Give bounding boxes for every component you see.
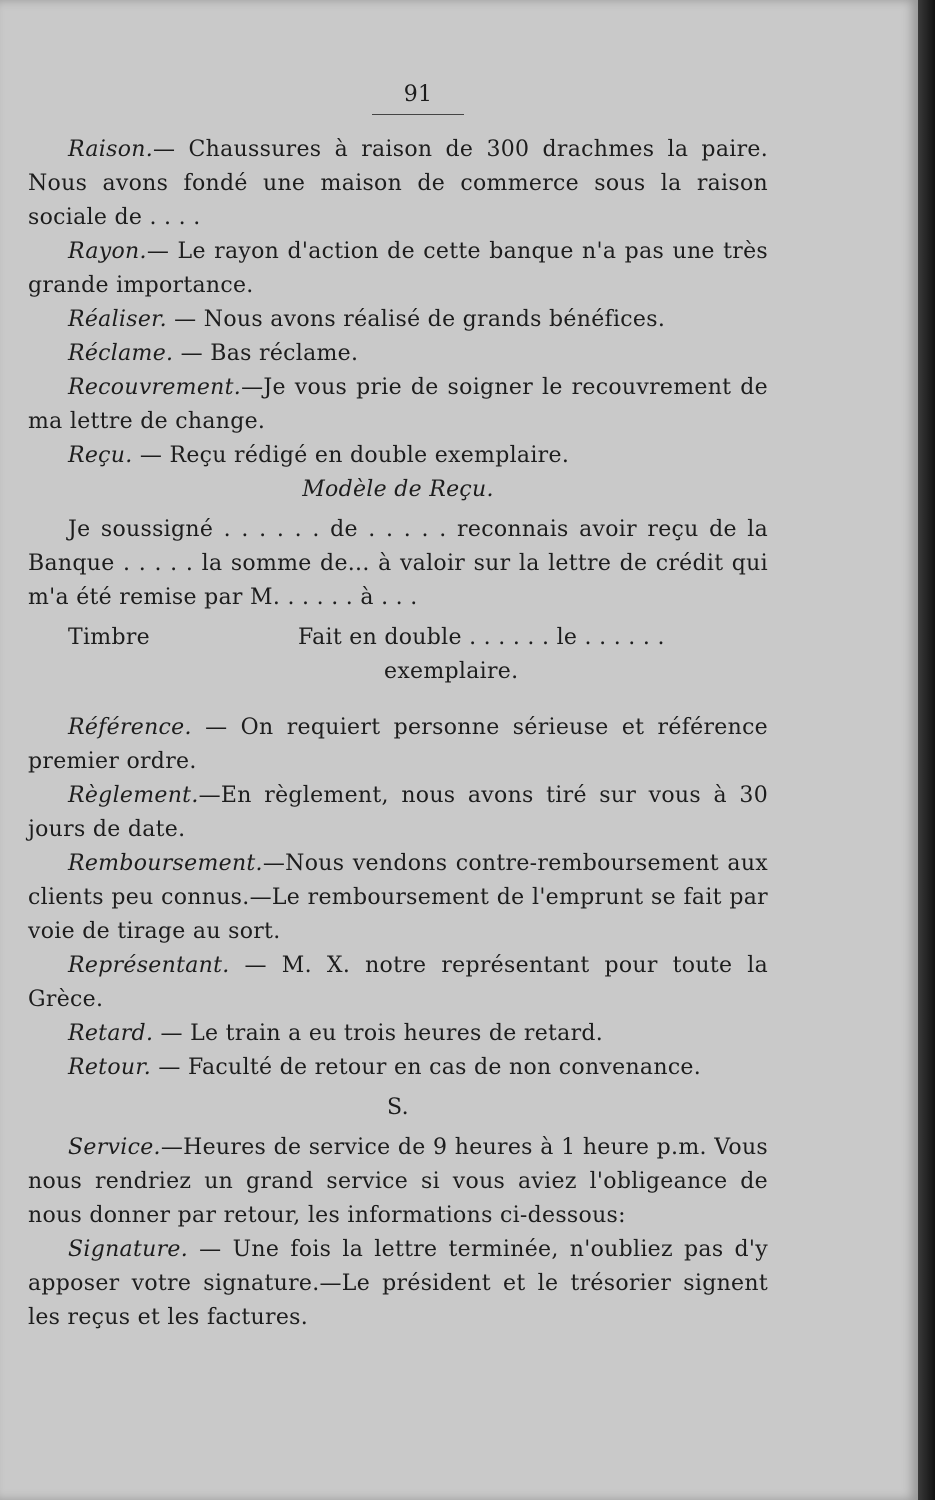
dictionary-entry — [28, 235, 768, 303]
entry-term: Réclame. — [68, 341, 174, 366]
page-number-rule — [372, 114, 464, 115]
entry-text: Heures de service de 9 heures à 1 heure p.m. Vous nous rendriez un grand service si vous aviez l'obligeance de nous donner par retour, les informations ci-dessous: — [28, 1135, 768, 1228]
dictionary-entry — [28, 949, 768, 1017]
entry-text: Bas réclame. — [210, 341, 359, 366]
dictionary-entries-r2 — [28, 711, 768, 1085]
entry-text: Chaussures à raison de 300 drachmes la paire. Nous avons fondé une maison de commerce sous la raison sociale de . . . . — [28, 137, 768, 230]
entry-separator: — — [146, 239, 178, 264]
entry-separator: — — [198, 783, 221, 808]
entry-term: Retard. — [68, 1021, 154, 1046]
entry-text: En règlement, nous avons tiré sur vous à 30 jours de date. — [28, 783, 768, 842]
dictionary-entries-s — [28, 1131, 768, 1335]
dictionary-entries-r1 — [28, 133, 768, 473]
entry-separator: — — [132, 443, 170, 468]
dictionary-entry — [28, 711, 768, 779]
entry-text: Le rayon d'action de cette banque n'a pas une très grande importance. — [28, 239, 768, 298]
dictionary-entry — [28, 1233, 768, 1335]
dictionary-entry — [28, 133, 768, 235]
timbre-label: Timbre — [68, 625, 150, 650]
entry-separator: — — [188, 1237, 233, 1262]
entry-text: Faculté de retour en cas de non convenance. — [187, 1055, 702, 1080]
entry-text: Une fois la lettre terminée, n'oubliez pas d'y apposer votre signature.—Le président et le trésorier signent les reçus et les factures. — [28, 1237, 769, 1330]
dictionary-entry — [28, 847, 768, 949]
model-receipt-body: Je soussigné . . . . . . de . . . . . reconnais avoir reçu de la Banque . . . . . la somme de... à valoir sur la lettre de crédit qui m'a été remise par M. . . . . . à . . . — [28, 517, 768, 610]
entry-term: Règlement. — [68, 783, 199, 808]
entry-separator: — — [173, 341, 211, 366]
entry-separator: — — [151, 1055, 188, 1080]
timbre-row — [28, 621, 768, 689]
entry-term: Remboursement. — [68, 851, 263, 876]
entry-separator: — — [262, 851, 286, 876]
entry-term: Reçu. — [68, 443, 133, 468]
entry-text: Le train a eu trois heures de retard. — [190, 1021, 604, 1046]
entry-separator: — — [241, 375, 264, 400]
book-edge — [918, 0, 935, 1500]
page-text — [28, 78, 768, 1335]
entry-separator: — — [153, 1021, 191, 1046]
entry-text: Nous avons réalisé de grands bénéfices. — [203, 307, 666, 332]
entry-term: Raison. — [68, 137, 154, 162]
entry-text: Nous vendons contre-remboursement aux clients peu connus.—Le remboursement de l'emprunt se fait par voie de tirage au sort. — [28, 851, 768, 944]
dictionary-entry — [28, 303, 768, 337]
entry-separator: — — [160, 1135, 184, 1160]
dictionary-entry — [28, 371, 768, 439]
exemplaire-text: exemplaire. — [384, 659, 519, 684]
entry-term: Recouvrement. — [68, 375, 242, 400]
dictionary-entry — [28, 1051, 768, 1085]
entry-separator: — — [153, 137, 189, 162]
dictionary-entry — [28, 1017, 768, 1051]
entry-separator: — — [191, 715, 241, 740]
fait-en-double — [298, 621, 768, 689]
page-number-text: 91 — [403, 82, 433, 107]
dictionary-entry — [28, 337, 768, 371]
entry-term: Rayon. — [68, 239, 147, 264]
model-title: Modèle de Reçu. — [302, 477, 494, 502]
entry-term: Représentant. — [68, 953, 230, 978]
entry-term: Retour. — [68, 1055, 152, 1080]
entry-text: M. X. notre représentant pour toute la Grèce. — [28, 953, 768, 1012]
entry-text: Reçu rédigé en double exemplaire. — [169, 443, 570, 468]
entry-term: Service. — [68, 1135, 161, 1160]
fait-text: Fait en double . . . . . . le . . . . . . — [298, 625, 665, 650]
page-number — [68, 78, 768, 115]
entry-term: Réaliser. — [68, 307, 167, 332]
section-heading-s: S. — [387, 1095, 409, 1120]
entry-text: On requiert personne sérieuse et référence premier ordre. — [28, 715, 769, 774]
entry-separator: — — [229, 953, 282, 978]
entry-term: Signature. — [68, 1237, 189, 1262]
entry-text: Je vous prie de soigner le recouvrement de ma lettre de change. — [28, 375, 768, 434]
spacer — [28, 689, 768, 711]
dictionary-entry — [28, 779, 768, 847]
dictionary-entry — [28, 439, 768, 473]
entry-separator: — — [166, 307, 204, 332]
entry-term: Référence. — [68, 715, 192, 740]
dictionary-entry — [28, 1131, 768, 1233]
